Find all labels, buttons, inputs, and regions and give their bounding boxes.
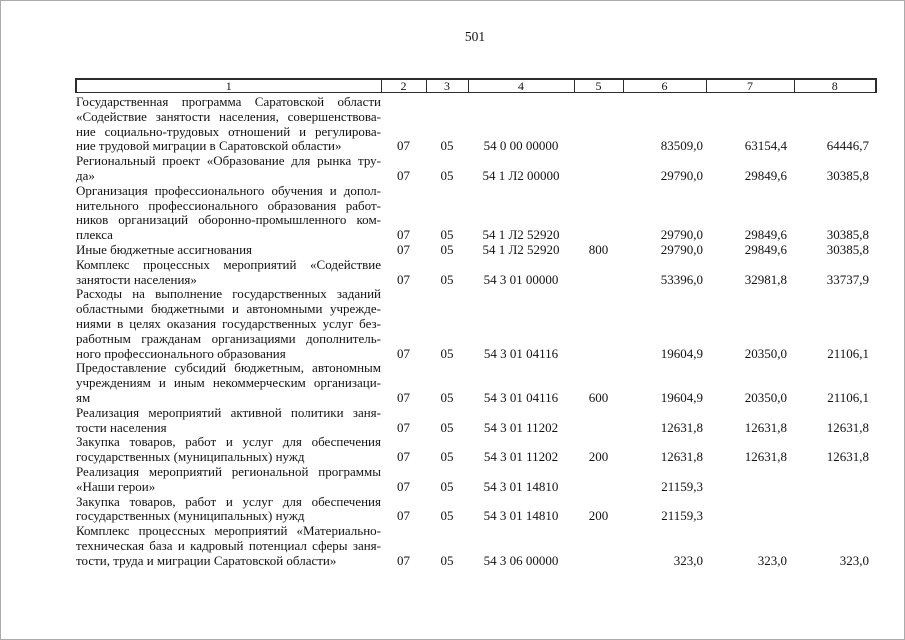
table-row bbox=[76, 435, 876, 465]
page-number: 501 bbox=[464, 29, 486, 44]
cell-name bbox=[76, 243, 381, 258]
name-line: Региональный проект «Образование для рынка тру- bbox=[76, 153, 381, 169]
column-header-8: 8 bbox=[794, 79, 876, 93]
cell-col7: 29849,6 bbox=[744, 227, 787, 243]
name-line: Закупка товаров, работ и услуг для обеспечения bbox=[76, 434, 381, 450]
cell-col2: 07 bbox=[397, 508, 410, 524]
table-row bbox=[76, 287, 876, 361]
cell-col7: 32981,8 bbox=[744, 271, 787, 287]
cell-col6: 83509,0 bbox=[660, 138, 703, 154]
cell-col8: 30385,8 bbox=[826, 241, 869, 257]
table-header-row bbox=[76, 79, 876, 93]
column-header-4: 4 bbox=[468, 79, 574, 93]
cell-col3: 05 bbox=[440, 227, 454, 243]
cell-col5 bbox=[574, 524, 623, 568]
table-row bbox=[76, 406, 876, 436]
name-line: плекса bbox=[76, 227, 113, 243]
name-line: «Наши герои» bbox=[76, 478, 156, 494]
cell-col8: 12631,8 bbox=[826, 419, 869, 435]
cell-col7: 12631,8 bbox=[744, 419, 787, 435]
cell-name bbox=[76, 524, 381, 568]
name-line: да» bbox=[76, 167, 95, 183]
column-header-2: 2 bbox=[381, 79, 426, 93]
cell-col6: 21159,3 bbox=[661, 478, 703, 494]
cell-col5 bbox=[574, 258, 623, 288]
column-header-5: 5 bbox=[574, 79, 623, 93]
name-line: Комплекс процессных мероприятий «Содействие bbox=[76, 256, 381, 272]
cell-col6: 12631,8 bbox=[660, 419, 703, 435]
name-line: Государственная программа Саратовской области bbox=[76, 94, 381, 109]
cell-col5 bbox=[574, 287, 623, 361]
cell-col2: 07 bbox=[397, 389, 410, 405]
cell-col8: 30385,8 bbox=[826, 167, 869, 183]
cell-col6: 29790,0 bbox=[660, 167, 703, 183]
cell-col5 bbox=[574, 465, 623, 495]
cell-col4: 54 0 00 00000 bbox=[483, 138, 559, 154]
cell-col2: 07 bbox=[397, 271, 410, 287]
table-row bbox=[76, 184, 876, 243]
name-line: Расходы на выполнение государственных заданий bbox=[76, 286, 381, 302]
table-row bbox=[76, 465, 876, 495]
name-line: государственных (муниципальных) нужд bbox=[76, 449, 305, 465]
cell-col3: 05 bbox=[440, 389, 454, 405]
name-line: ям bbox=[76, 389, 91, 405]
name-line: «Содействие занятости населения, совершенствова- bbox=[76, 108, 381, 124]
name-line: ного профессионального образования bbox=[76, 345, 286, 361]
name-line: тости населения bbox=[76, 419, 167, 435]
cell-col8: 64446,7 bbox=[826, 138, 869, 154]
cell-col5: 600 bbox=[588, 389, 609, 405]
cell-col2: 07 bbox=[397, 167, 410, 183]
cell-col6: 323,0 bbox=[673, 552, 703, 568]
cell-col6: 29790,0 bbox=[660, 241, 703, 257]
cell-col5 bbox=[574, 154, 623, 184]
table-row bbox=[76, 524, 876, 568]
cell-col6: 19604,9 bbox=[660, 389, 703, 405]
cell-col3: 05 bbox=[440, 419, 454, 435]
cell-col5 bbox=[574, 184, 623, 243]
cell-col5 bbox=[574, 406, 623, 436]
cell-col3: 05 bbox=[440, 552, 454, 568]
column-header-6: 6 bbox=[623, 79, 706, 93]
cell-col7: 20350,0 bbox=[744, 345, 787, 361]
table-row bbox=[76, 93, 876, 155]
cell-name bbox=[76, 93, 381, 155]
cell-col4: 54 1 Л2 52920 bbox=[482, 241, 560, 257]
name-line: Организация профессионального обучения и допол- bbox=[76, 182, 381, 198]
name-line: работным гражданам организациями дополнитель- bbox=[76, 330, 381, 346]
cell-col8: 33737,9 bbox=[826, 271, 869, 287]
cell-col4: 54 3 01 14810 bbox=[483, 478, 559, 494]
cell-name bbox=[76, 465, 381, 495]
cell-col6: 12631,8 bbox=[660, 449, 703, 465]
cell-col6: 19604,9 bbox=[660, 345, 703, 361]
name-line: Иные бюджетные ассигнования bbox=[76, 241, 253, 257]
cell-col2: 07 bbox=[397, 449, 410, 465]
cell-col6: 53396,0 bbox=[660, 271, 703, 287]
column-header-7: 7 bbox=[706, 79, 794, 93]
cell-col7: 29849,6 bbox=[744, 167, 787, 183]
cell-col5: 200 bbox=[588, 449, 609, 465]
table-body bbox=[76, 93, 876, 569]
table-row bbox=[76, 258, 876, 288]
cell-col7: 20350,0 bbox=[744, 389, 787, 405]
cell-col3: 05 bbox=[440, 271, 454, 287]
table-row bbox=[76, 154, 876, 184]
name-line: ние трудовой миграции в Саратовской области» bbox=[76, 138, 342, 154]
cell-col5: 200 bbox=[588, 508, 609, 524]
cell-col8 bbox=[794, 495, 876, 525]
cell-col3: 05 bbox=[440, 449, 454, 465]
cell-col2: 07 bbox=[397, 478, 410, 494]
cell-col5 bbox=[574, 93, 623, 155]
name-line: ние социально-трудовых отношений и регулирова- bbox=[76, 123, 381, 139]
cell-col4: 54 3 01 11202 bbox=[483, 419, 559, 435]
cell-col8: 21106,1 bbox=[827, 345, 869, 361]
name-line: учреждениям и иным некоммерческим организаци- bbox=[76, 375, 381, 391]
name-line: государственных (муниципальных) нужд bbox=[76, 508, 305, 524]
cell-col6: 21159,3 bbox=[661, 508, 703, 524]
cell-col8 bbox=[794, 465, 876, 495]
name-line: тости, труда и миграции Саратовской области» bbox=[76, 552, 337, 568]
name-line: техническая база и кадровый потенциал сферы заня- bbox=[76, 537, 381, 553]
cell-col7 bbox=[706, 495, 794, 525]
cell-col2: 07 bbox=[397, 552, 410, 568]
name-line: занятости населения» bbox=[76, 271, 197, 287]
cell-col7: 12631,8 bbox=[744, 449, 787, 465]
cell-col8: 21106,1 bbox=[827, 389, 869, 405]
cell-name bbox=[76, 361, 381, 405]
cell-col3: 05 bbox=[440, 241, 454, 257]
cell-col7 bbox=[706, 465, 794, 495]
cell-col2: 07 bbox=[397, 227, 410, 243]
cell-col4: 54 3 01 14810 bbox=[483, 508, 559, 524]
cell-col2: 07 bbox=[397, 138, 410, 154]
cell-name bbox=[76, 258, 381, 288]
name-line: ников организаций оборонно-промышленного ком- bbox=[76, 212, 381, 228]
cell-col3: 05 bbox=[440, 167, 454, 183]
cell-col8: 12631,8 bbox=[826, 449, 869, 465]
name-line: ниями в целях оказания государственных услуг без- bbox=[76, 315, 381, 331]
cell-col4: 54 3 01 04116 bbox=[483, 389, 559, 405]
cell-col8: 30385,8 bbox=[826, 227, 869, 243]
cell-col8: 323,0 bbox=[839, 552, 869, 568]
cell-col4: 54 3 06 00000 bbox=[483, 552, 559, 568]
cell-col4: 54 3 01 11202 bbox=[483, 449, 559, 465]
cell-col2: 07 bbox=[397, 345, 410, 361]
cell-name bbox=[76, 435, 381, 465]
cell-col3: 05 bbox=[440, 345, 454, 361]
cell-col7: 323,0 bbox=[757, 552, 787, 568]
cell-col3: 05 bbox=[440, 478, 454, 494]
cell-col3: 05 bbox=[440, 508, 454, 524]
cell-col2: 07 bbox=[397, 241, 410, 257]
table-row bbox=[76, 243, 876, 258]
cell-col6: 29790,0 bbox=[660, 227, 703, 243]
cell-col4: 54 3 01 00000 bbox=[483, 271, 559, 287]
name-line: нительного профессионального образования работ- bbox=[76, 197, 381, 213]
column-header-3: 3 bbox=[426, 79, 468, 93]
cell-col4: 54 1 Л2 52920 bbox=[482, 227, 560, 243]
name-line: Комплекс процессных мероприятий «Материально- bbox=[76, 523, 381, 539]
budget-table bbox=[75, 78, 877, 569]
name-line: Предоставление субсидий бюджетным, автономным bbox=[76, 360, 381, 376]
cell-col4: 54 1 Л2 00000 bbox=[482, 167, 560, 183]
name-line: Реализация мероприятий активной политики заня- bbox=[76, 404, 381, 420]
table-row bbox=[76, 361, 876, 405]
cell-col3: 05 bbox=[440, 138, 454, 154]
name-line: областными бюджетными и автономными учрежде- bbox=[76, 301, 381, 317]
cell-col7: 29849,6 bbox=[744, 241, 787, 257]
column-header-1: 1 bbox=[76, 79, 381, 93]
cell-name bbox=[76, 406, 381, 436]
name-line: Закупка товаров, работ и услуг для обеспечения bbox=[76, 493, 381, 509]
cell-col5: 800 bbox=[588, 241, 609, 257]
name-line: Реализация мероприятий региональной программы bbox=[76, 463, 381, 479]
table-row bbox=[76, 495, 876, 525]
cell-col2: 07 bbox=[397, 419, 410, 435]
cell-name bbox=[76, 287, 381, 361]
cell-name bbox=[76, 495, 381, 525]
cell-name bbox=[76, 154, 381, 184]
cell-col4: 54 3 01 04116 bbox=[483, 345, 559, 361]
cell-col7: 63154,4 bbox=[744, 138, 787, 154]
cell-name bbox=[76, 184, 381, 243]
